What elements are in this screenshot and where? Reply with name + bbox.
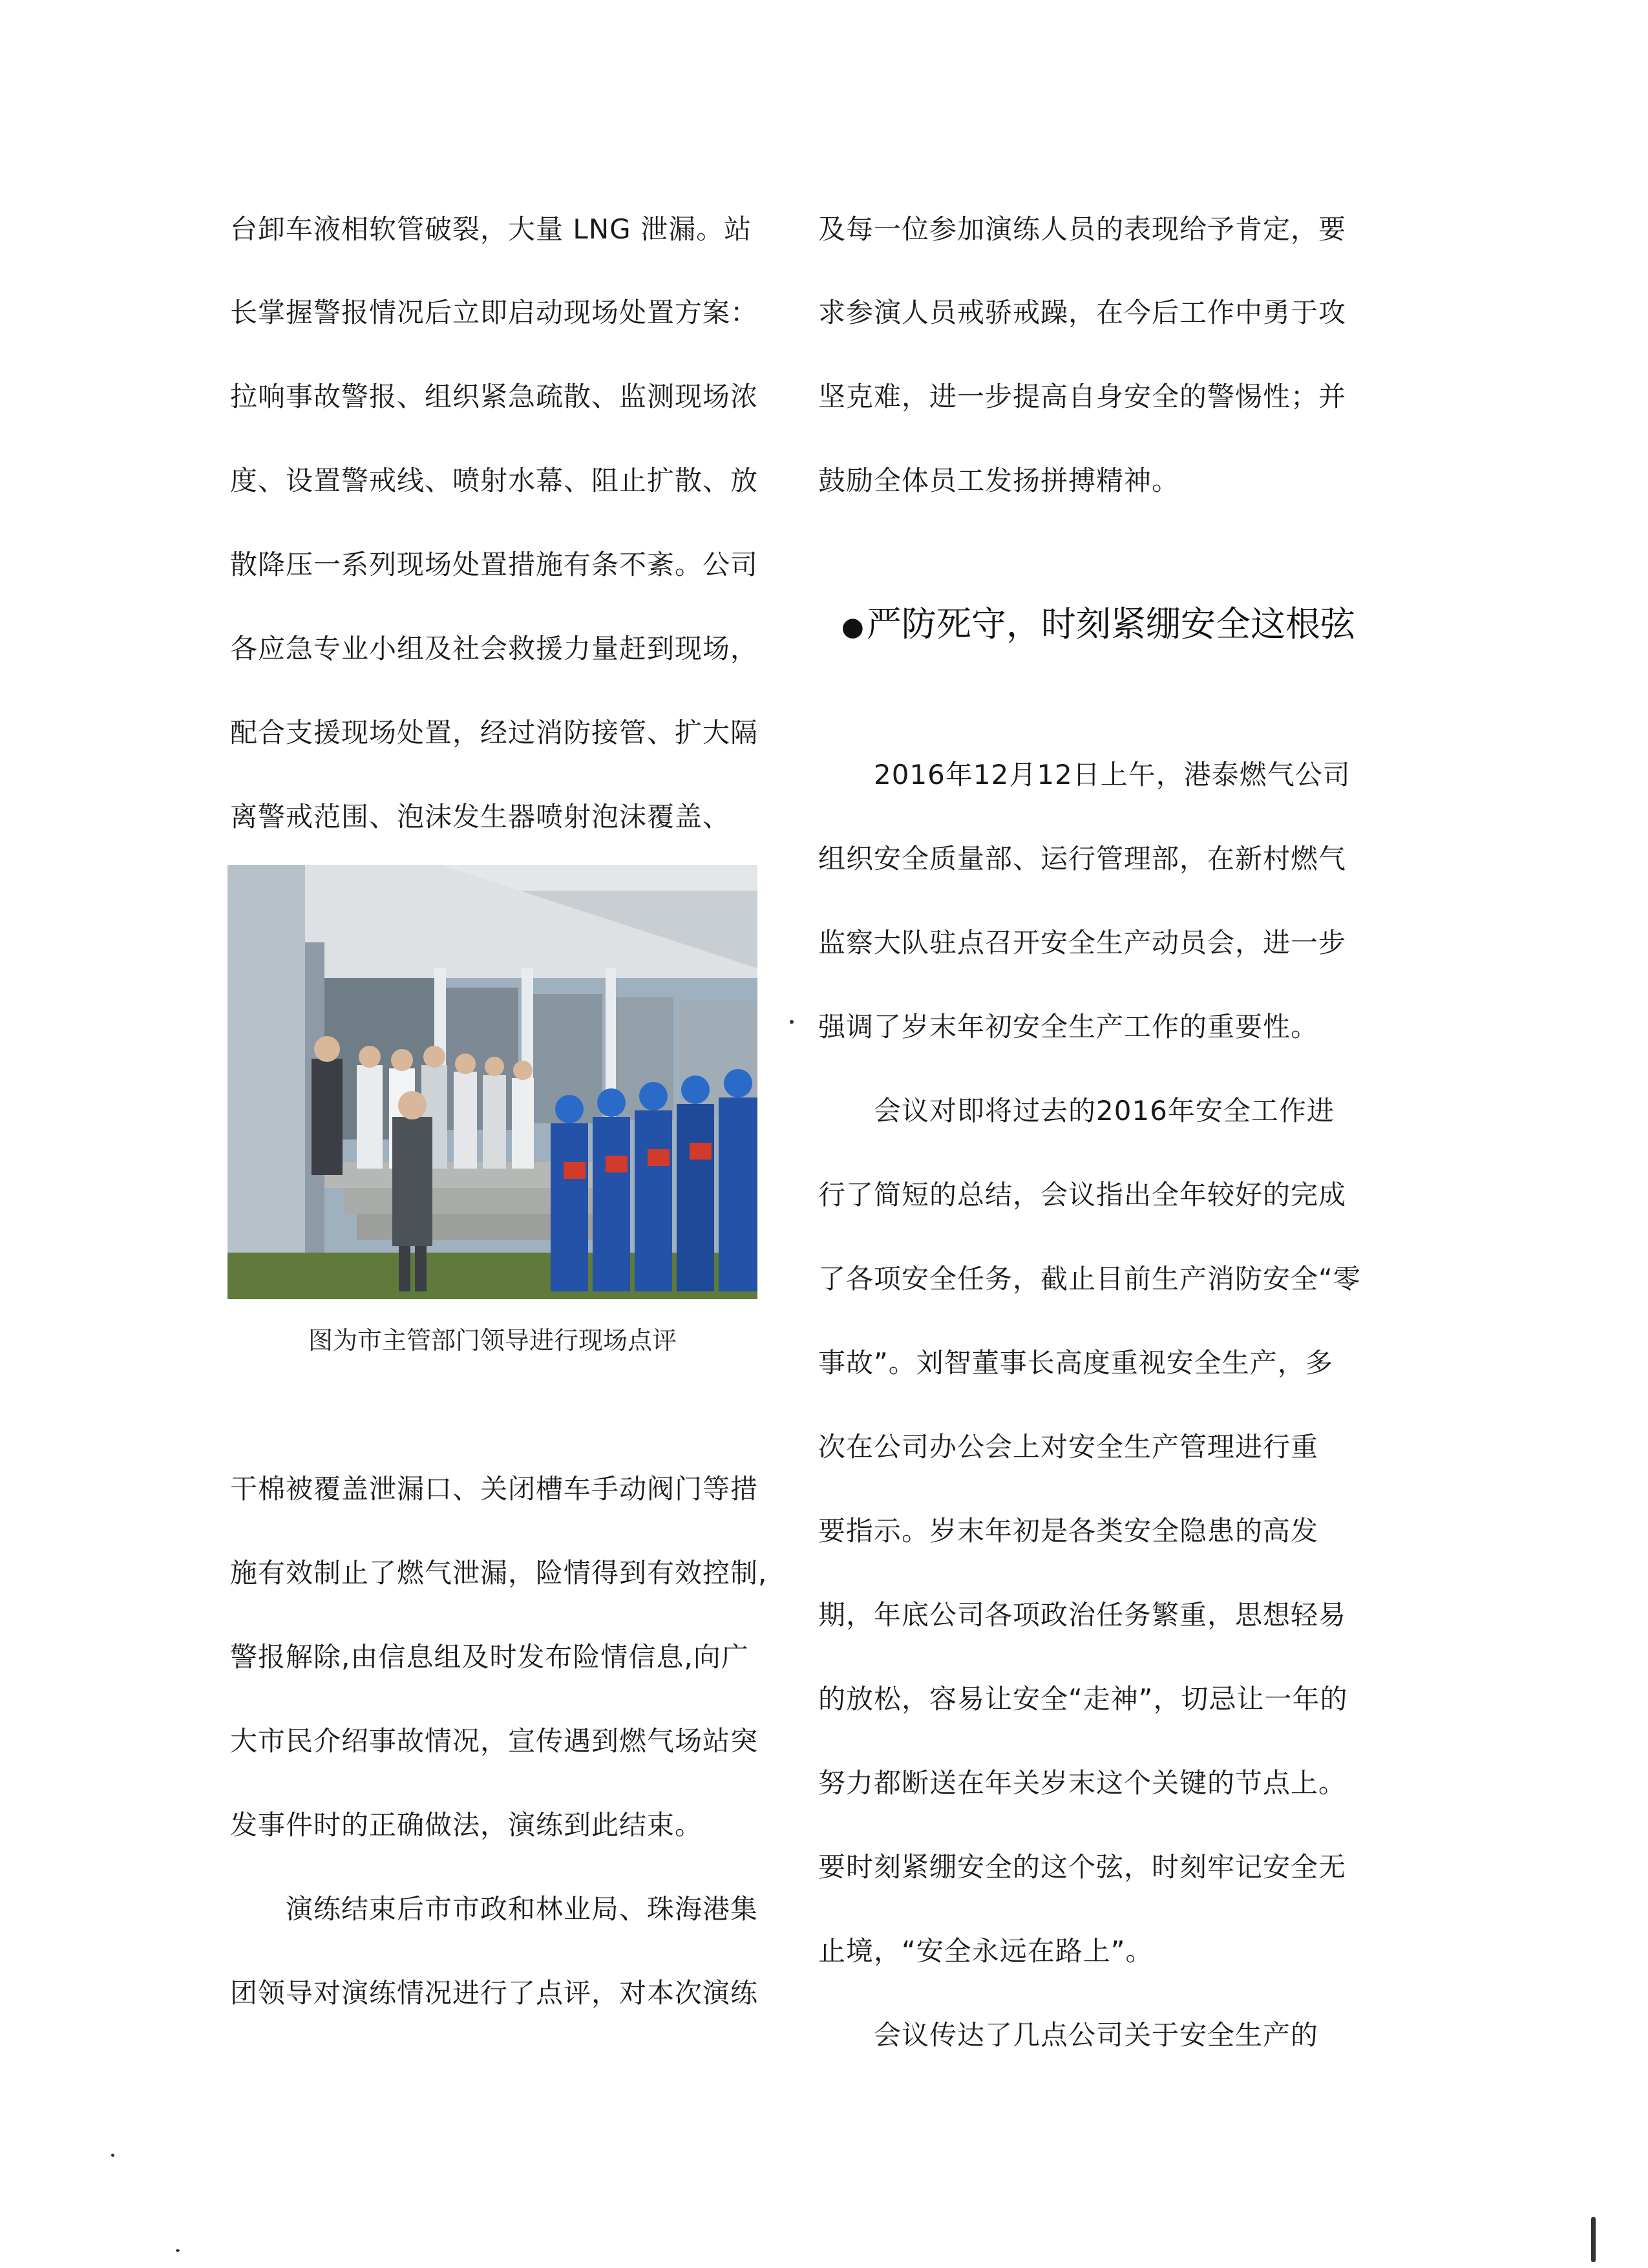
text-line: 要时刻紧绷安全的这个弦，时刻牢记安全无 xyxy=(818,1851,1347,1883)
text-line: 组织安全质量部、运行管理部，在新村燃气 xyxy=(818,843,1347,874)
text-line: 长掌握警报情况后立即启动现场处置方案： xyxy=(230,297,759,328)
text-line: 警报解除,由信息组及时发布险情信息,向广 xyxy=(230,1641,749,1673)
photo-caption: 图为市主管部门领导进行现场点评 xyxy=(308,1326,677,1355)
scan-speck xyxy=(1591,2217,1596,2262)
text-line: 次在公司办公会上对安全生产管理进行重 xyxy=(818,1431,1319,1463)
text-line: 度、设置警戒线、喷射水幕、阻止扩散、放 xyxy=(230,465,759,496)
text-line: 会议传达了几点公司关于安全生产的 xyxy=(818,2019,1319,2051)
scan-speck xyxy=(111,2154,114,2157)
text-line: 大市民介绍事故情况，宣传遇到燃气场站突 xyxy=(230,1725,759,1757)
text-line: 要指示。岁末年初是各类安全隐患的高发 xyxy=(818,1515,1319,1547)
text-line: 散降压一系列现场处置措施有条不紊。公司 xyxy=(230,549,759,580)
section-heading xyxy=(841,604,1355,647)
photo-illustration xyxy=(227,865,757,1299)
photo-site-review xyxy=(227,865,757,1299)
text-line: 发事件时的正确做法，演练到此结束。 xyxy=(230,1809,703,1841)
text-line: 演练结束后市市政和林业局、珠海港集 xyxy=(230,1893,759,1925)
text-line: 了各项安全任务，截止目前生产消防安全“零 xyxy=(818,1263,1361,1295)
text-line: 坚克难，进一步提高自身安全的警惕性；并 xyxy=(818,381,1347,412)
text-line: 事故”。刘智董事长高度重视安全生产，多 xyxy=(818,1347,1333,1379)
text-line: 努力都断送在年关岁末这个关键的节点上。 xyxy=(818,1767,1347,1799)
text-line: 及每一位参加演练人员的表现给予肯定，要 xyxy=(818,213,1347,245)
text-line: 团领导对演练情况进行了点评，对本次演练 xyxy=(230,1977,759,2009)
text-line: 的放松，容易让安全“走神”，切忌让一年的 xyxy=(818,1683,1348,1715)
text-line: 2016年12月12日上午，港泰燃气公司 xyxy=(818,759,1351,790)
scan-speck xyxy=(790,1020,794,1024)
text-line: 离警戒范围、泡沫发生器喷射泡沫覆盖、 xyxy=(230,801,731,832)
text-line: 监察大队驻点召开安全生产动员会，进一步 xyxy=(818,927,1347,959)
section-heading-text: 严防死守，时刻紧绷安全这根弦 xyxy=(866,604,1355,644)
text-line: 会议对即将过去的2016年安全工作进 xyxy=(818,1095,1335,1127)
text-line: 拉响事故警报、组织紧急疏散、监测现场浓 xyxy=(230,381,759,412)
text-line: 台卸车液相软管破裂，大量 LNG 泄漏。站 xyxy=(230,213,752,245)
text-line: 行了简短的总结，会议指出全年较好的完成 xyxy=(818,1179,1347,1211)
text-line: 干棉被覆盖泄漏口、关闭槽车手动阀门等措 xyxy=(230,1473,759,1505)
text-line: 鼓励全体员工发扬拼搏精神。 xyxy=(818,465,1180,496)
text-line: 配合支援现场处置，经过消防接管、扩大隔 xyxy=(230,717,759,748)
text-line: 止境，“安全永远在路上”。 xyxy=(818,1935,1154,1967)
scan-speck xyxy=(176,2249,180,2252)
text-line: 施有效制止了燃气泄漏，险情得到有效控制, xyxy=(230,1557,768,1589)
text-line: 求参演人员戒骄戒躁，在今后工作中勇于攻 xyxy=(818,297,1347,328)
text-line: 期，年底公司各项政治任务繁重，思想轻易 xyxy=(818,1599,1347,1631)
text-line: 强调了岁末年初安全生产工作的重要性。 xyxy=(818,1011,1319,1043)
bullet-icon: ● xyxy=(841,612,864,642)
text-line: 各应急专业小组及社会救援力量赶到现场， xyxy=(230,633,759,664)
